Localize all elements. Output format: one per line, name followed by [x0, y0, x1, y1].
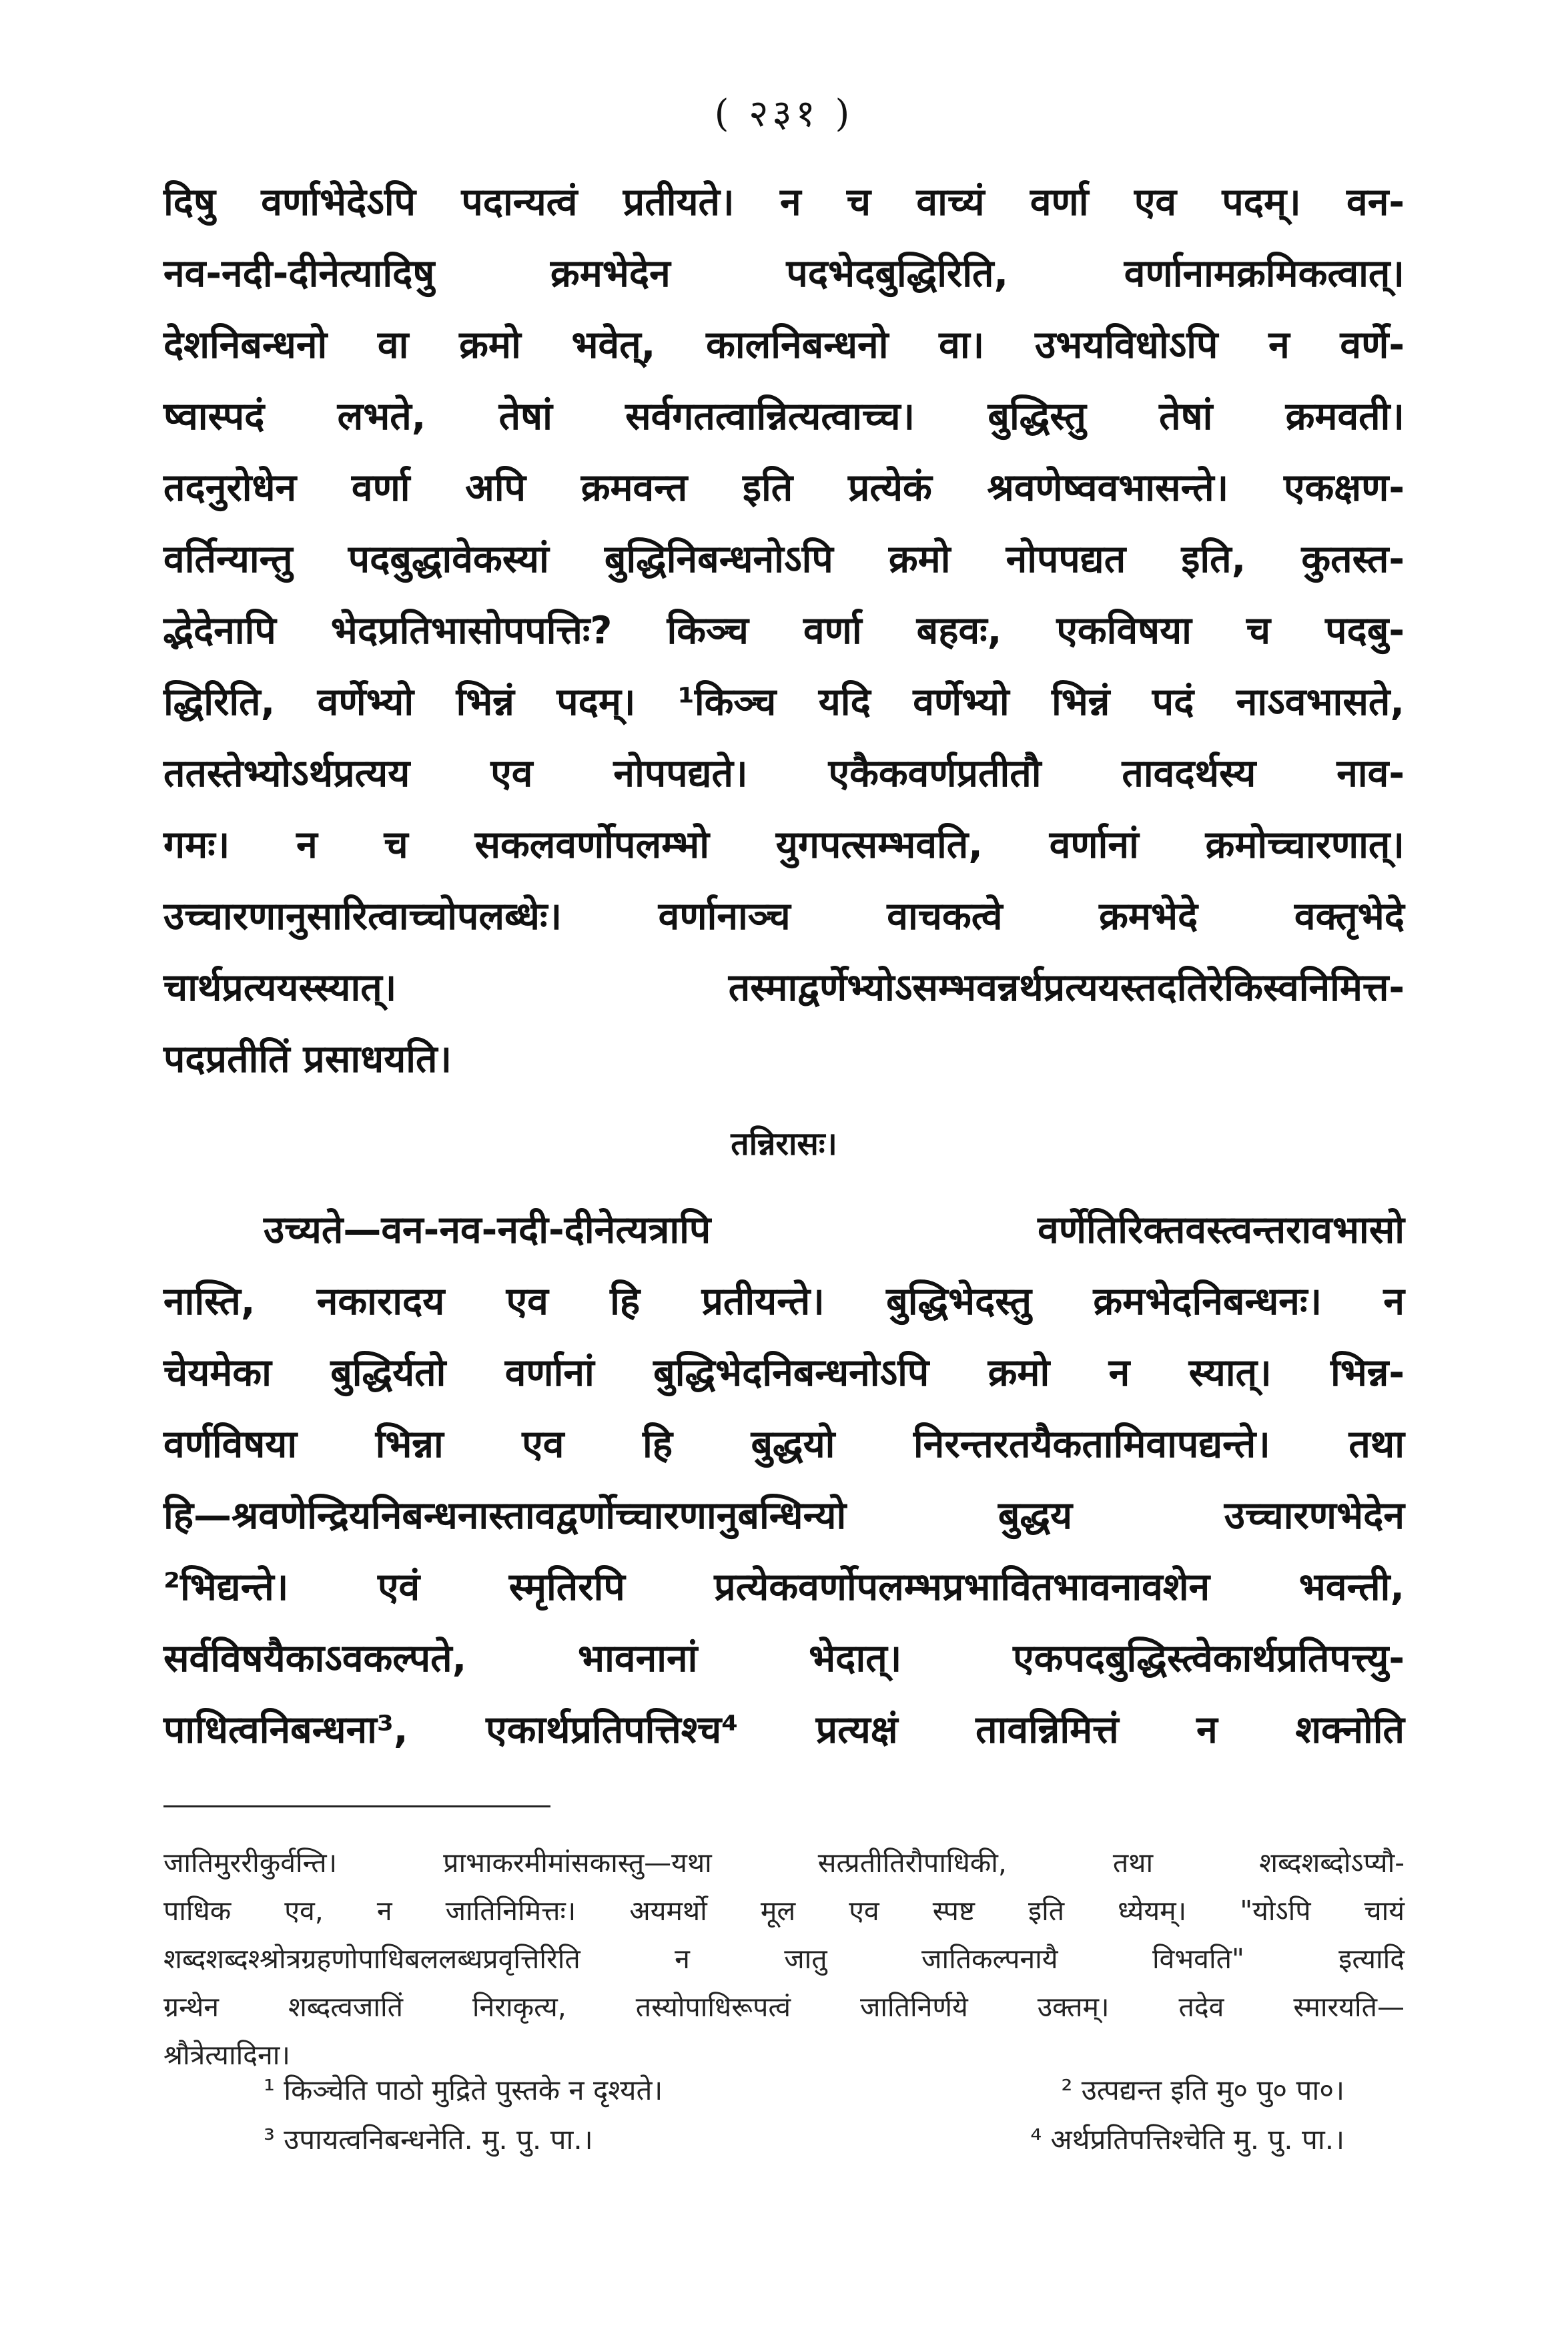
text-line: द्भेदेनापि भेदप्रतिभासोपपत्तिः? किञ्च वर्णा बहवः, एकविषया च पदबु-: [163, 609, 1405, 653]
text-line: ततस्तेभ्योऽर्थप्रत्यय एव नोपपद्यते। एकैकवर्णप्रतीतौ तावदर्थस्य नाव-: [163, 752, 1405, 796]
variant-row: [264, 2066, 1344, 2115]
text-line: वर्णविषया भिन्ना एव हि बुद्धयो निरन्तरतयैकतामिवापद्यन्ते। तथा: [163, 1422, 1405, 1466]
text-line: सर्वविषयैकाऽवकल्पते, भावनानां भेदात्। एकपदबुद्धिस्त्वेकार्थप्रतिपत्त्यु-: [163, 1637, 1405, 1681]
text-line: उच्चारणानुसारित्वाच्चोपलब्धेः। वर्णानाञ्च वाचकत्वे क्रमभेदे वक्तृभेदे: [163, 894, 1405, 938]
text-line: ²भिद्यन्ते। एवं स्मृतिरपि प्रत्येकवर्णोपलम्भप्रभावितभावनावशेन भवन्ती,: [163, 1565, 1405, 1609]
footnote-divider: [163, 1805, 550, 1807]
text-line: वर्तिन्यान्तु पदबुद्धावेकस्यां बुद्धिनिबन्धनोऽपि क्रमो नोपपद्यत इति, कुतस्त-: [163, 537, 1405, 581]
text-line: नास्ति, नकारादय एव हि प्रतीयन्ते। बुद्धिभेदस्तु क्रमभेदनिबन्धनः। न: [163, 1279, 1405, 1324]
variant-row: [264, 2115, 1344, 2164]
text-line: ष्वास्पदं लभते, तेषां सर्वगतत्वान्नित्यत्वाच्च। बुद्धिस्तु तेषां क्रमवती।: [163, 394, 1405, 439]
text-line: चार्थप्रत्ययस्स्यात्। तस्माद्वर्णेभ्योऽसम्भवन्नर्थप्रत्ययस्तदतिरेकिस्वनिमित्त-: [163, 966, 1405, 1010]
variant-note-2: ² उत्पद्यन्त इति मु० पु० पा०।: [1061, 2074, 1344, 2106]
footnote-line: जातिमुररीकुर्वन्ति। प्राभाकरमीमांसकास्तु—यथा सत्प्रतीतिरौपाधिकी, तथा शब्दशब्दोऽप्यौ-: [163, 1847, 1405, 1879]
text-line: गमः। न च सकलवर्णोपलम्भो युगपत्सम्भवति, वर्णानां क्रमोच्चारणात्।: [163, 823, 1405, 867]
text-line: पाधित्वनिबन्धना³, एकार्थप्रतिपत्तिश्च⁴ प्रत्यक्षं तावन्निमित्तं न शक्नोति: [163, 1708, 1405, 1752]
section-heading: तन्निरासः।: [731, 1125, 837, 1163]
footnote-line: शब्दशब्दश्श्रोत्रग्रहणोपाधिबललब्धप्रवृत्तिरिति न जातु जातिकल्पनायै विभवति" इत्यादि: [163, 1943, 1405, 1975]
text-line: दिषु वर्णाभेदेऽपि पदान्यत्वं प्रतीयते। न च वाच्यं वर्णा एव पदम्। वन-: [163, 180, 1405, 224]
text-line: चेयमेका बुद्धिर्यतो वर्णानां बुद्धिभेदनिबन्धनोऽपि क्रमो न स्यात्। भिन्न-: [163, 1351, 1405, 1395]
variant-readings: [264, 2066, 1344, 2164]
commentary-footnote: [163, 1839, 1405, 2079]
footnote-line: ग्रन्थेन शब्दत्वजातिं निराकृत्य, तस्योपाधिरूपत्वं जातिनिर्णये उक्तम्। तदेव स्मारयति—: [163, 1991, 1405, 2023]
variant-note-4: ⁴ अर्थप्रतिपत्तिश्चेति मु. पु. पा.।: [1030, 2123, 1344, 2156]
text-line: द्धिरिति, वर्णेभ्यो भिन्नं पदम्। ¹किञ्च यदि वर्णेभ्यो भिन्नं पदं नाऽवभासते,: [163, 680, 1405, 724]
text-line: हि—श्रवणेन्द्रियनिबन्धनास्तावद्वर्णोच्चारणानुबन्धिन्यो बुद्धय उच्चारणभेदेन: [163, 1494, 1405, 1538]
main-paragraph-2: [163, 1195, 1405, 1766]
text-line: नव-नदी-दीनेत्यादिषु क्रमभेदेन पदभेदबुद्धिरिति, वर्णानामक्रमिकत्वात्।: [163, 252, 1405, 296]
text-line: तदनुरोधेन वर्णा अपि क्रमवन्त इति प्रत्येकं श्रवणेष्ववभासन्ते। एकक्षण-: [163, 466, 1405, 510]
text-line: पदप्रतीतिं प्रसाधयति।: [163, 1037, 452, 1081]
text-line: देशनिबन्धनो वा क्रमो भवेत्, कालनिबन्धनो वा। उभयविधोऽपि न वर्णे-: [163, 323, 1405, 367]
text-line: उच्यते—वन-नव-नदी-दीनेत्यत्रापि वर्णेतिरिक्तवस्त्वन्तरावभासो: [264, 1208, 1405, 1252]
page-number: ( २३१ ): [714, 92, 854, 135]
footnote-line: पाधिक एव, न जातिनिमित्तः। अयमर्थो मूल एव स्पष्ट इति ध्येयम्। "योऽपि चायं: [163, 1895, 1405, 1927]
variant-note-1: ¹ किञ्चेति पाठो मुद्रिते पुस्तके न दृश्यते।: [264, 2074, 663, 2106]
main-paragraph-1: [163, 167, 1405, 1095]
footnote-line: श्रौत्रेत्यादिना।: [163, 2039, 290, 2071]
variant-note-3: ³ उपायत्वनिबन्धनेति. मु. पु. पा.।: [264, 2123, 593, 2156]
